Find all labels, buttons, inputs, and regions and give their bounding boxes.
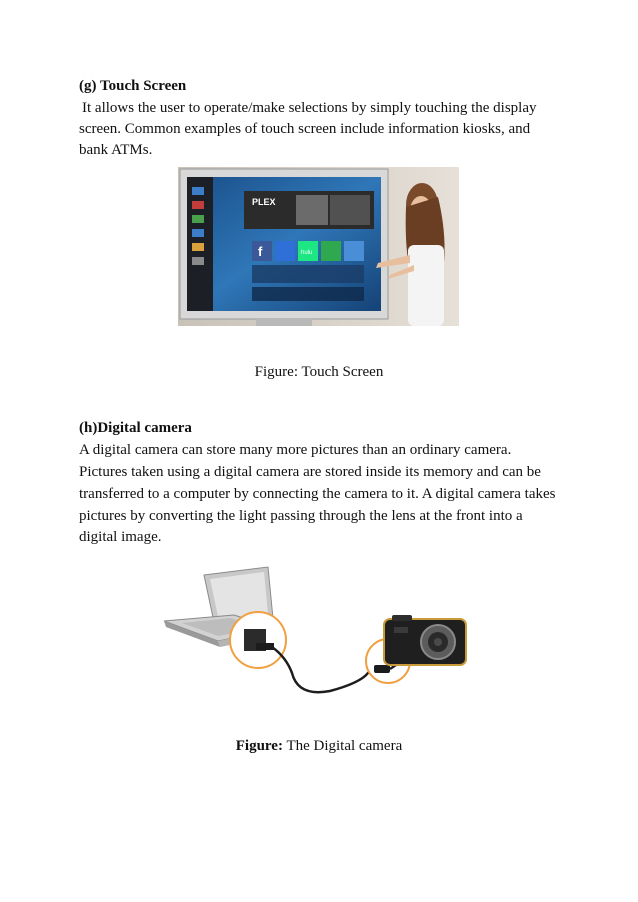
section-h-line-4: pictures by converting the light passing through the lens at the front into a <box>79 508 523 524</box>
digital-camera-caption <box>0 737 638 755</box>
section-g-line-3: bank ATMs. <box>79 142 153 158</box>
section-g-heading: (g) Touch Screen <box>79 78 187 94</box>
svg-text:f: f <box>258 244 263 259</box>
digital-camera-image <box>160 565 472 705</box>
touch-screen-image <box>178 167 459 326</box>
digital-camera-caption-prefix: Figure: <box>235 738 283 754</box>
plex-logo-text: PLEX <box>252 197 276 207</box>
digital-camera-caption-text: The Digital camera <box>282 738 403 754</box>
touch-screen-caption: Figure: Touch Screen <box>254 364 384 380</box>
section-g-line-2: screen. Common examples of touch screen include information kiosks, and <box>79 121 531 137</box>
section-h-line-2: Pictures taken using a digital camera are stored inside its memory and can be <box>79 464 541 480</box>
section-h-heading: (h)Digital camera <box>79 420 192 436</box>
section-g-line-1: It allows the user to operate/make selections by simply touching the display <box>82 100 537 116</box>
hulu-tile-text: hulu <box>301 250 313 256</box>
section-h-line-5: digital image. <box>79 529 162 545</box>
section-h-line-3: transferred to a computer by connecting the camera to it. A digital camera takes <box>79 486 556 502</box>
section-h-line-1: A digital camera can store many more pictures than an ordinary camera. <box>79 442 512 458</box>
